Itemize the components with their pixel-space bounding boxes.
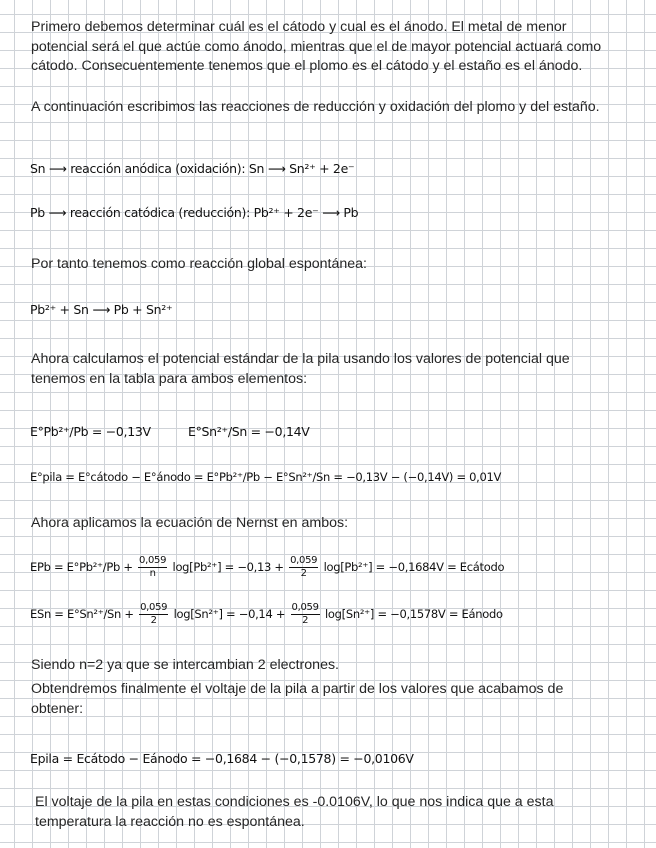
conclusion-paragraph: El voltaje de la pila en estas condiciones es -0.0106V, lo que nos indica que a esta temperatura la reacción no es espontánea. [35, 794, 554, 830]
continuation-paragraph: A continuación escribimos las reacciones de reducción y oxidación del plomo y del estaño. [31, 99, 600, 115]
nernst-sn-fraction: $\frac{0,059}{2}$ [140, 602, 168, 626]
nernst-pb-fraction-2: $\frac{0,059}{2}$ [290, 555, 318, 579]
standard-intro: Ahora calculamos el potencial estándar de la pila usando los valores de potencial que tenemos en la tabla para ambos elementos: [31, 351, 570, 387]
nernst-pb [30, 555, 504, 580]
global-intro: Por tanto tenemos como reacción global espontánea: [31, 256, 367, 272]
nernst-pb-mid: log[Pb²⁺] = −0,13 + [172, 560, 284, 574]
final-intro: Obtendremos finalmente el voltaje de la pila a partir de los valores que acabamos de obtener: [31, 681, 564, 717]
intro-paragraph: Primero debemos determinar cuál es el cátodo y cual es el ánodo. El metal de menor potencial será el que actúe como ánodo, mientras que el de mayor potencial actuará como cátodo. Consecuentemente tenemos que el plomo es el cátodo y el estaño es el ánodo. [31, 19, 602, 74]
nernst-sn-lhs: ESn = E°Sn²⁺/Sn + [30, 607, 134, 621]
global-reaction: Pb²⁺ + Sn ⟶ Pb + Sn²⁺ [30, 302, 173, 317]
nernst-sn [30, 602, 503, 627]
pb-reaction: Pb ⟶ reacción catódica (reducción): Pb²⁺ + 2e⁻ ⟶ Pb [30, 205, 359, 220]
sn-reaction: Sn ⟶ reacción anódica (oxidación): Sn ⟶ Sn²⁺ + 2e⁻ [30, 161, 355, 176]
nernst-pb-rhs: log[Pb²⁺] = −0,1684V = Ecátodo [323, 560, 505, 574]
nernst-intro: Ahora aplicamos la ecuación de Nernst en ambos: [31, 515, 349, 531]
nernst-pb-fraction: $\frac{0,059}{n}$ [139, 555, 167, 579]
e-pb-standard: E°Pb²⁺/Pb = −0,13V [30, 424, 151, 439]
e-pila-standard: E°pila = E°cátodo − E°ánodo = E°Pb²⁺/Pb − E°Sn²⁺/Sn = −0,13V − (−0,14V) = 0,01V [30, 470, 502, 484]
nernst-sn-mid: log[Sn²⁺] = −0,14 + [173, 607, 286, 621]
n-note: Siendo n=2 ya que se intercambian 2 electrones. [31, 657, 339, 673]
nernst-pb-lhs: EPb = E°Pb²⁺/Pb + [30, 560, 133, 574]
e-sn-standard: E°Sn²⁺/Sn = −0,14V [188, 424, 310, 439]
nernst-sn-rhs: log[Sn²⁺] = −0,1578V = Eánodo [325, 607, 503, 621]
nernst-sn-fraction-2: $\frac{0,059}{2}$ [291, 602, 319, 626]
e-pila-final: Epila = Ecátodo − Eánodo = −0,1684 − (−0,1578) = −0,0106V [30, 751, 414, 766]
